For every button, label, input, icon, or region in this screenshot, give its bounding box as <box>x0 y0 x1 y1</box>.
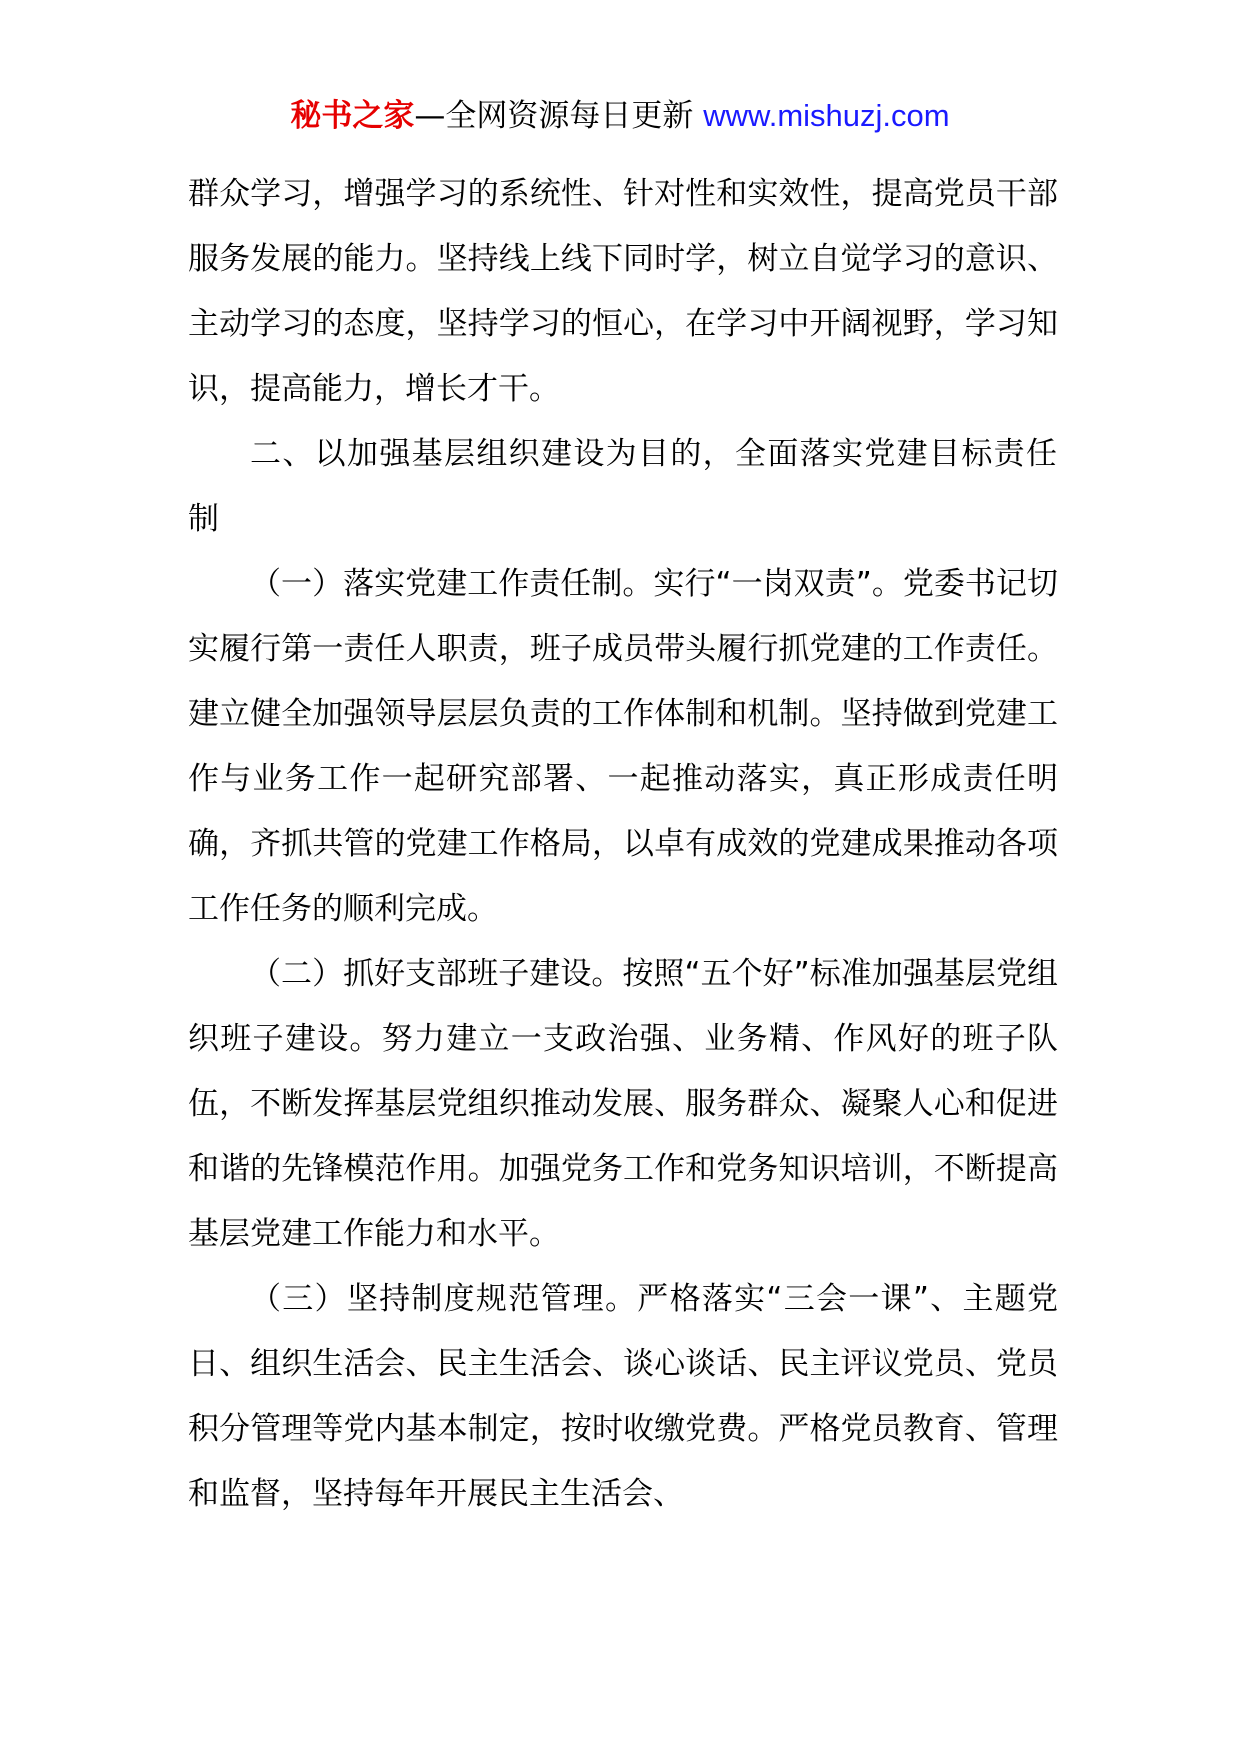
section-heading-2: 二、以加强基层组织建设为目的，全面落实党建目标责任制 <box>188 436 1058 537</box>
paragraph-continuation: 群众学习，增强学习的系统性、针对性和实效性，提高党员干部服务发展的能力。坚持线上线下同时学，树立自觉学习的意识、主动学习的态度，坚持学习的恒心，在学习中开阔视野，学习知识，提高能力，增长才干。 <box>188 176 1058 407</box>
paragraph-item-3: （三）坚持制度规范管理。严格落实“三会一课”、主题党日、组织生活会、民主生活会、谈心谈话、民主评议党员、党员积分管理等党内基本制定，按时收缴党费。严格党员教育、管理和监督，坚持每年开展民主生活会、 <box>188 1281 1058 1512</box>
header-tagline: —全网资源每日更新 <box>414 98 704 134</box>
paragraph-item-1: （一）落实党建工作责任制。实行“一岗双责”。党委书记切实履行第一责任人职责，班子成员带头履行抓党建的工作责任。建立健全加强领导层层负责的工作体制和机制。坚持做到党建工作与业务工作一起研究部署、一起推动落实，真正形成责任明确，齐抓共管的党建工作格局，以卓有成效的党建成果推动各项工作任务的顺利完成。 <box>188 566 1058 927</box>
paragraph-item-2: （二）抓好支部班子建设。按照“五个好”标准加强基层党组织班子建设。努力建立一支政治强、业务精、作风好的班子队伍，不断发挥基层党组织推动发展、服务群众、凝聚人心和促进和谐的先锋模范作用。加强党务工作和党务知识培训，不断提高基层党建工作能力和水平。 <box>188 956 1058 1252</box>
page-header <box>0 96 1240 136</box>
brand-name: 秘书之家 <box>290 98 415 134</box>
document-body <box>188 162 1058 1527</box>
site-url-link[interactable]: www.mishuzj.com <box>703 98 950 133</box>
